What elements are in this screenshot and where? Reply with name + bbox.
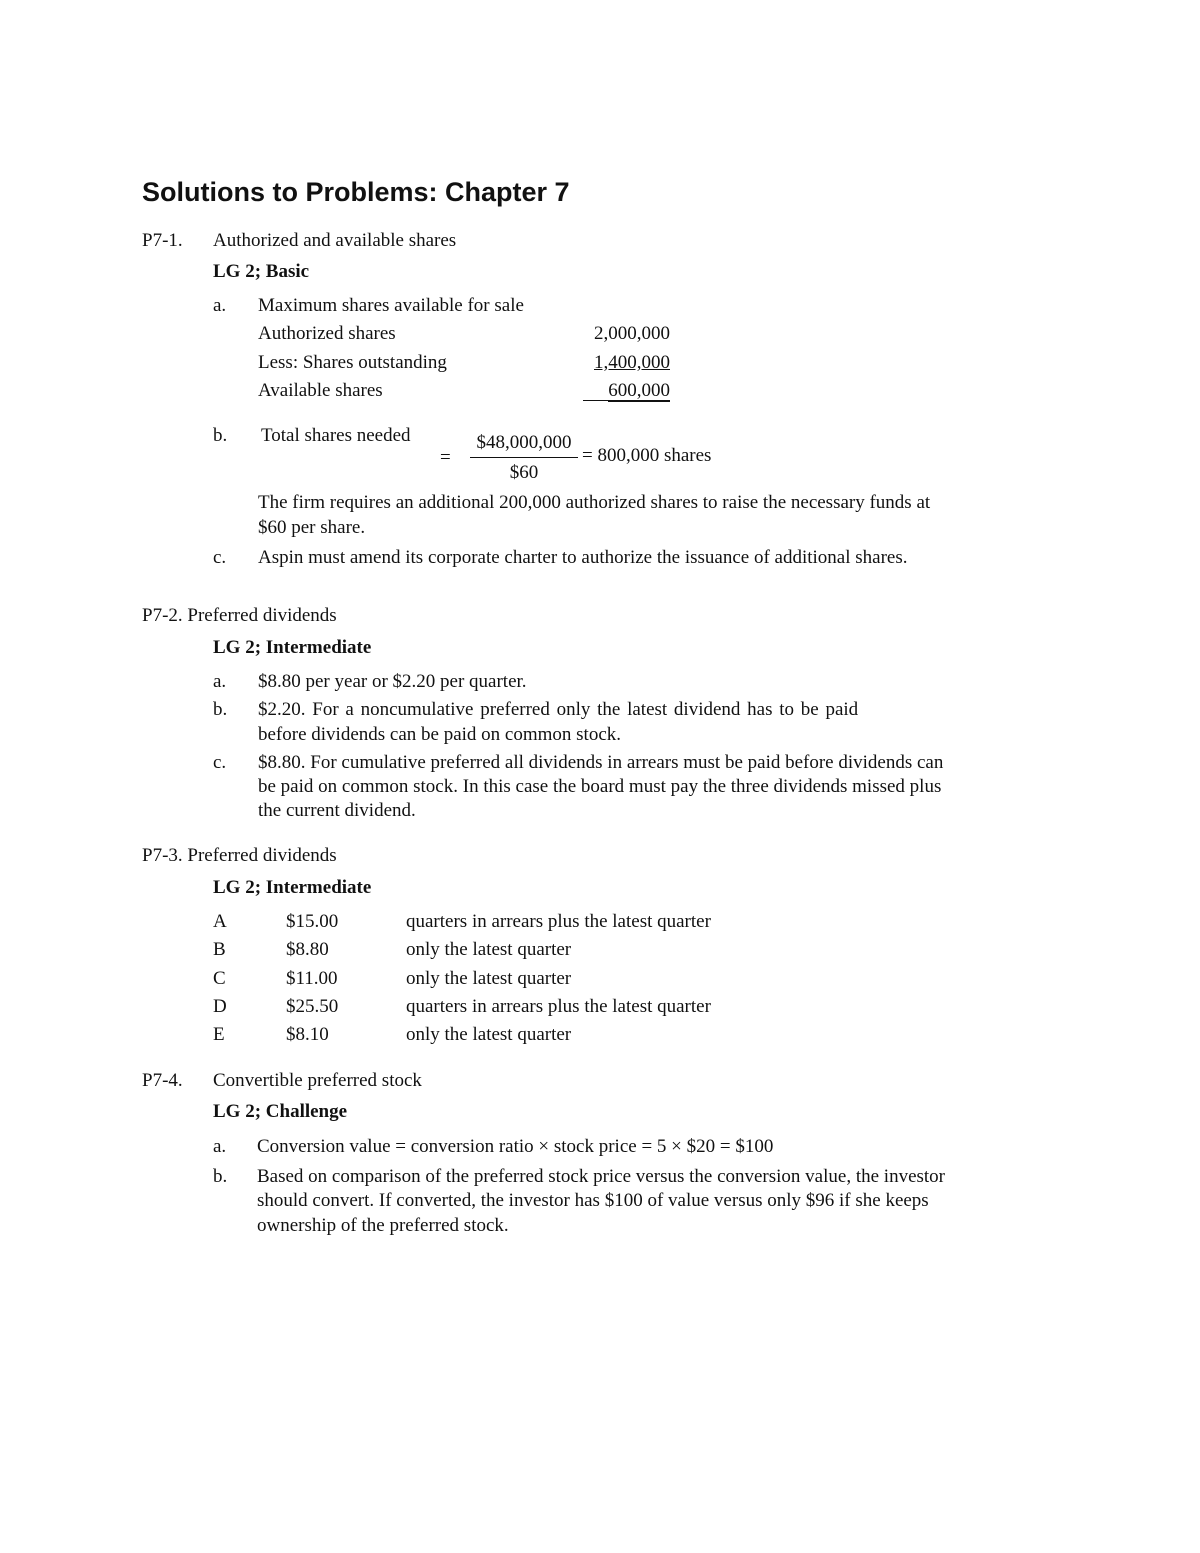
table-row-letter: E <box>213 1024 225 1045</box>
problem-label: P7-1. <box>142 230 183 251</box>
table-row-letter: B <box>213 939 226 960</box>
item-text: Based on comparison of the preferred stock price versus the conversion value, the investor <box>257 1166 945 1187</box>
equals-sign: = <box>440 447 451 468</box>
table-row-amount: $25.50 <box>286 996 339 1017</box>
item-text: should convert. If converted, the investor has $100 of value versus only $96 if she keeps <box>257 1190 929 1211</box>
row-value-double-underline <box>583 379 670 401</box>
table-row-amount: $8.80 <box>286 939 329 960</box>
item-letter: c. <box>213 547 227 568</box>
item-letter: a. <box>213 1136 227 1157</box>
item-letter: a. <box>213 295 227 316</box>
paragraph-line: The firm requires an additional 200,000 authorized shares to raise the necessary funds at <box>258 492 931 513</box>
row-value: 600,000 <box>608 380 670 401</box>
problem-heading: Authorized and available shares <box>213 230 457 251</box>
table-row-note: quarters in arrears plus the latest quarter <box>406 996 711 1017</box>
learning-goal: LG 2; Basic <box>213 261 310 282</box>
fraction-bar <box>470 457 578 458</box>
fraction-numerator: $48,000,000 <box>476 432 572 453</box>
page-title: Solutions to Problems: Chapter 7 <box>142 177 570 207</box>
row-value: 2,000,000 <box>594 323 670 344</box>
table-row-note: only the latest quarter <box>406 968 572 989</box>
item-text: be paid on common stock. In this case the board must pay the three dividends missed plus <box>258 776 942 797</box>
item-letter: c. <box>213 752 227 773</box>
problem-label: P7-3. Preferred dividends <box>142 845 337 866</box>
table-row-amount: $11.00 <box>286 968 338 989</box>
paragraph-line: $60 per share. <box>258 517 366 538</box>
row-value: 1,400,000 <box>594 352 670 373</box>
problem-label: P7-2. Preferred dividends <box>142 605 337 626</box>
table-row-note: only the latest quarter <box>406 939 572 960</box>
table-row-amount: $8.10 <box>286 1024 329 1045</box>
table-row-letter: A <box>213 911 227 932</box>
item-letter: a. <box>213 671 227 692</box>
item-text: Maximum shares available for sale <box>258 295 524 316</box>
item-text: $8.80 per year or $2.20 per quarter. <box>258 671 527 692</box>
problem-heading: Convertible preferred stock <box>213 1070 422 1091</box>
item-text: $8.80. For cumulative preferred all dividends in arrears must be paid before dividends can <box>258 752 944 773</box>
row-label: Authorized shares <box>258 323 396 344</box>
learning-goal: LG 2; Challenge <box>213 1101 348 1122</box>
table-row-note: only the latest quarter <box>406 1024 572 1045</box>
table-row-letter: D <box>213 996 227 1017</box>
fraction-result: = 800,000 shares <box>582 445 712 466</box>
row-label: Less: Shares outstanding <box>258 352 447 373</box>
item-letter: b. <box>213 1166 228 1187</box>
item-text: before dividends can be paid on common stock. <box>258 724 622 745</box>
learning-goal: LG 2; Intermediate <box>213 637 372 658</box>
learning-goal: LG 2; Intermediate <box>213 877 372 898</box>
item-text: ownership of the preferred stock. <box>257 1215 509 1236</box>
fraction-denominator: $60 <box>509 462 539 483</box>
item-text: the current dividend. <box>258 800 416 821</box>
item-text: Aspin must amend its corporate charter to authorize the issuance of additional shares. <box>258 547 908 568</box>
item-text: Total shares needed <box>261 425 411 446</box>
table-row-note: quarters in arrears plus the latest quarter <box>406 911 711 932</box>
item-text: Conversion value = conversion ratio × stock price = 5 × $20 = $100 <box>257 1136 774 1157</box>
item-letter: b. <box>213 425 228 446</box>
row-label: Available shares <box>258 380 383 401</box>
table-row-amount: $15.00 <box>286 911 339 932</box>
problem-label: P7-4. <box>142 1070 183 1091</box>
item-letter: b. <box>213 699 228 720</box>
item-text: $2.20. For a noncumulative preferred only the latest dividend has to be paid <box>258 699 859 720</box>
table-row-letter: C <box>213 968 226 989</box>
